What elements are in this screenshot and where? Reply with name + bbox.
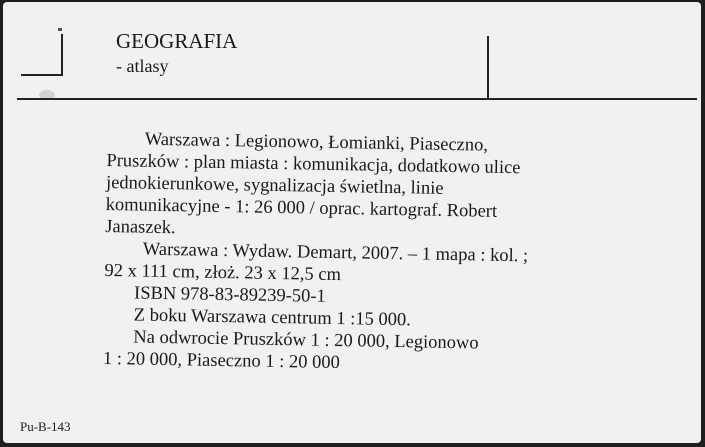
- note-line: 1 : 20 000, Piaseczno 1 : 20 000: [102, 348, 340, 374]
- vertical-rule: [487, 36, 489, 98]
- subject-heading: GEOGRAFIA: [116, 29, 238, 53]
- description-line: Warszawa : Legionowo, Łomianki, Piaseczno,: [144, 129, 489, 156]
- subject-subheading: - atlasy: [116, 56, 169, 76]
- note-line: Na odwrocie Pruszków 1 : 20 000, Legionowo: [133, 327, 479, 354]
- note-line: Z boku Warszawa centrum 1 :15 000.: [133, 305, 412, 331]
- catalog-description: [103, 128, 637, 379]
- corner-bracket-mark: [21, 34, 63, 76]
- publication-line: Warszawa : Wydaw. Demart, 2007. – 1 mapa : kol. ;: [142, 239, 529, 267]
- description-line: Pruszków : plan miasta : komunikacja, dodatkowo ulice: [106, 150, 521, 179]
- description-line: jednokierunkowe, sygnalizacja świetlna, linie: [105, 172, 444, 199]
- isbn-line: ISBN 978-83-89239-50-1: [133, 283, 326, 307]
- physical-description-line: 92 x 111 cm, złoż. 23 x 12,5 cm: [104, 260, 342, 286]
- description-line: komunikacyjne - 1: 26 000 / oprac. kartograf. Robert: [105, 194, 498, 222]
- catalog-card: [3, 2, 701, 443]
- horizontal-rule: [17, 98, 697, 100]
- call-number: Pu-B-143: [20, 419, 71, 434]
- corner-tick-mark: [58, 28, 62, 31]
- description-line: Janaszek.: [105, 216, 176, 239]
